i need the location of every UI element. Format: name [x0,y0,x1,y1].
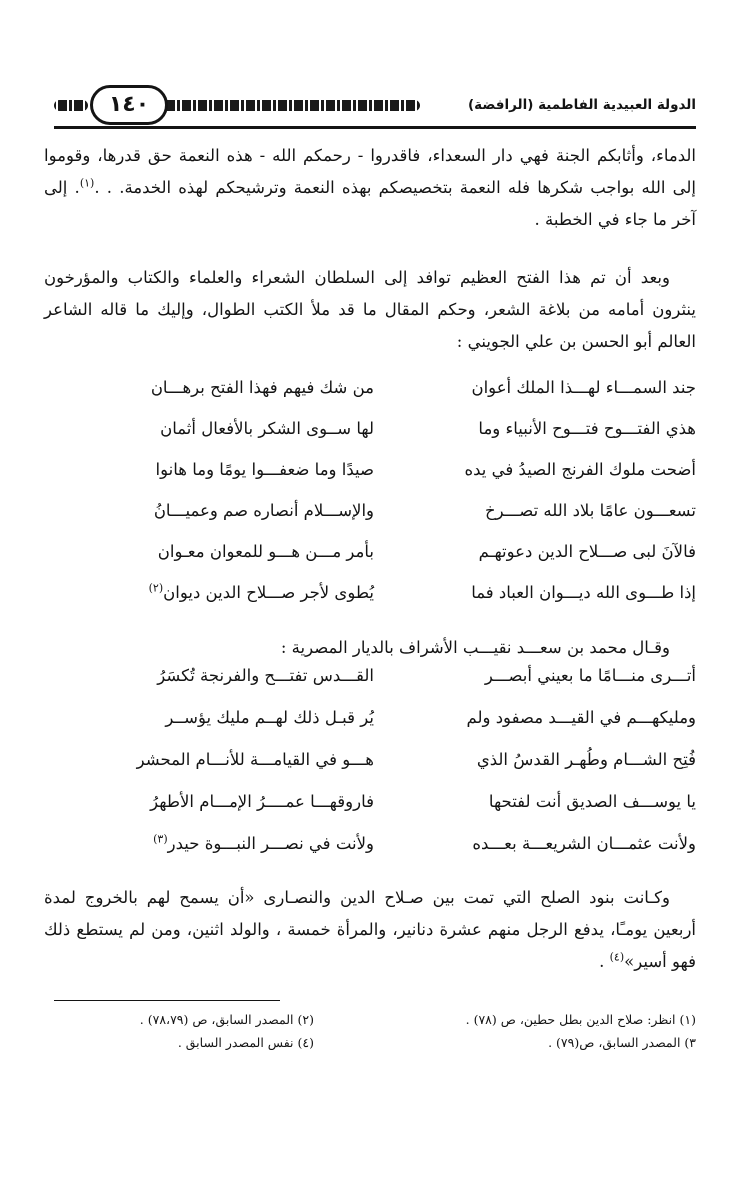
paragraph-sermon-end [44,140,696,236]
paragraph-text: وكـانت بنود الصلح التي تمت بين صـلاح الدين والنصـارى «أن يسمح لهم بالخروج لمدة أربعين يومـًا، يدفع الرجل منهم عشرة دنانير، والمرأة خمسة ، والولد اثنين، ومن لم يستطع ذلك فهو أسير» [44,888,696,971]
verse-line [44,792,696,834]
paragraph-text: وبعد أن تم هذا الفتح العظيم توافد إلى السلطان الشعراء والعلماء والكتاب والمؤرخون ينثرون أمامه من بلاغة الشعر، وحكم المقال ما قد ملأ الكتب الطوال، وإليك ما قاله الشاعر العالم أبو الحسن بن علي الجويني : [44,268,696,351]
verse-second-hemistich: ولأنت في نصـــر النبـــوة حيدر$^{(٣)}$ [153,832,374,853]
header-rule [54,126,696,129]
verse-first-hemistich: ولأنت عثمـــان الشريعـــة بعـــده [472,834,696,853]
verse-line [44,419,696,460]
paragraph-poets [44,262,696,358]
verse-line [44,460,696,501]
verse-line [44,750,696,792]
verse-line [44,708,696,750]
verse-second-hemistich: لها ســوى الشكر بالأفعال أثمان [160,419,374,438]
footnote-ref-3: (٣) [153,832,168,846]
verse-line [44,666,696,708]
verse-first-hemistich: أتـــرى منـــامًا ما بعيني أبصـــر [484,666,696,685]
header-ornament-end [54,100,88,111]
footnote-separator [54,1000,280,1001]
verse-second-hemistich: يُطوى لأجر صـــلاح الدين ديوان$^{(٢)}$ [148,581,374,602]
verse-first-hemistich: يا يوســـف الصديق أنت لفتحها [488,792,696,811]
verse-first-hemistich: فالآنَ لبى صـــلاح الدين دعوتهـم [478,542,696,561]
footnote-2: (٢) المصدر السابق، ص (٧٨،٧٩) . [139,1012,314,1027]
paragraph-tail: . [599,952,610,971]
verse-second-hemistich: صيدًا وما ضعفـــوا يومًا وما هانوا [155,460,374,479]
verse-second-hemistich: من شك فيهم فهذا الفتح برهـــان [150,378,374,397]
verse-second-hemistich: بأمر مـــن هـــو للمعوان معـوان [157,542,374,561]
paragraph-text: الدماء، وأثابكم الجنة فهي دار السعداء، فاقدروا - رحمكم الله - هذه النعمة حق قدرها، وقوموا إلى الله بواجب شكرها فله النعمة بتخصيصكم بهذه النعمة وترشيحكم لهذه الخدمة. . . [44,146,696,197]
footnote-1: (١) انظر: صلاح الدين بطل حطين، ص (٧٨) . [465,1012,696,1027]
verse-first-hemistich: فُتِح الشـــام وطُهـر القدسُ الذي [476,750,696,769]
verse-second-hemistich: القـــدس تفتـــح والفرنجة تُكسَرُ [157,666,374,685]
verse-first-hemistich: هذي الفتـــوح فتـــوح الأنبياء وما [478,419,696,438]
running-header [0,84,750,128]
verse-line [44,501,696,542]
poem-ibn-saad [44,666,696,876]
verse-second-hemistich: هـــو في القيامـــة للأنـــام المحشر [136,750,374,769]
verse-first-hemistich: جند السمـــاء لهـــذا الملك أعوان [471,378,696,397]
verse-line [44,583,696,624]
footnote-ref-2: (٢) [148,581,164,595]
paragraph-treaty [44,882,696,978]
footnote-4: (٤) نفس المصدر السابق . [177,1035,314,1050]
verse-first-hemistich: أضحت ملوك الفرنج الصيدُ في يده [464,460,696,479]
header-ornament [158,100,420,111]
verse-first-hemistich: إذا طـــوى الله ديـــوان العباد فما [471,583,696,602]
verse-first-hemistich: ومليكهـــم في القيـــد مصفود ولم [466,708,696,727]
verse-line [44,378,696,419]
verse-line [44,542,696,583]
verse-first-hemistich: تسعـــون عامًا بلاد الله تصـــرخ [485,501,696,520]
page-number: ١٤٠ [90,85,168,125]
paragraph-naqib [44,632,696,664]
verse-second-hemistich: فاروقهـــا عمــــرُ الإمـــام الأطهرُ [150,792,374,811]
paragraph-text: وقـال محمد بن سعـــد نقيـــب الأشراف بالديار المصرية : [280,638,670,657]
verse-second-hemistich: والإســـلام أنصاره صم وعميـــانُ [153,501,374,520]
paragraph-tail: . إلى آخر ما جاء في الخطبة . [44,178,696,229]
footnote-ref-1: (١) [79,176,95,190]
running-header-title: الدولة العبيدية الفاطمية (الرافضة) [468,97,696,113]
verse-line [44,834,696,876]
footnote-3: ٣) المصدر السابق، ص(٧٩) . [548,1035,696,1050]
poem-juwayni [44,378,696,624]
footnote-ref-4: (٤) [609,950,625,964]
verse-second-hemistich: يُر قبـل ذلك لهــم مليك يؤســر [165,708,374,727]
